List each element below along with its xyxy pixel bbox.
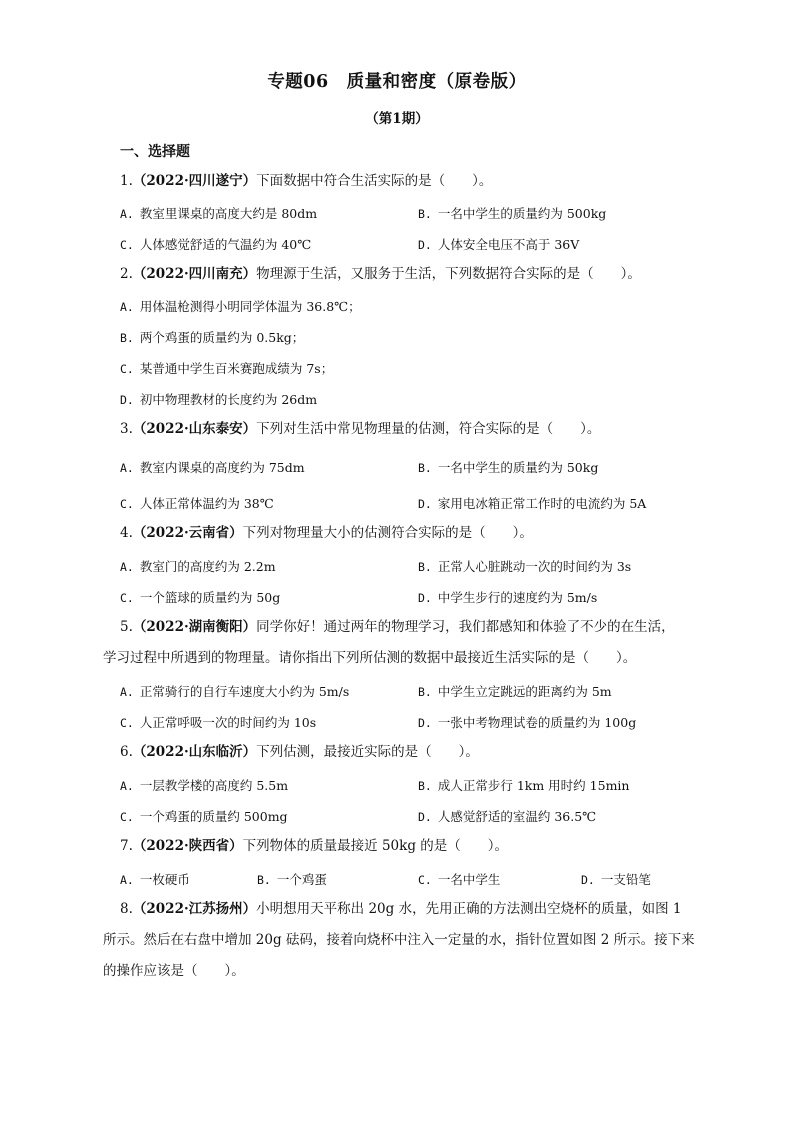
option-d — [581, 870, 651, 888]
text-fragment: 人体安全电压不高于 36V — [437, 237, 580, 252]
option-d — [418, 494, 646, 512]
option-b — [418, 458, 598, 476]
text-fragment: 一个篮球的质量约为 50g — [139, 590, 281, 605]
option-d — [418, 807, 596, 825]
option-a — [120, 297, 361, 315]
text-fragment: 正常骑行的自行车速度大小约为 5m/s — [139, 684, 350, 699]
option-a — [120, 870, 190, 888]
question-3 — [120, 414, 680, 445]
section-heading: 一、选择题 — [120, 144, 190, 160]
question-number: 1. — [120, 173, 133, 189]
text-fragment: 用体温枪测得小明同学体温为 36.8℃； — [139, 299, 361, 314]
text-fragment: 教室里课桌的高度大约是 80dm — [139, 206, 318, 221]
question-source: （2022·山东泰安） — [132, 421, 257, 437]
option-letter: D. — [418, 497, 432, 511]
option-c — [418, 870, 500, 888]
text-fragment: 同学你好！通过两年的物理学习，我们都感知和体验了不少的在生活， — [256, 619, 675, 635]
option-d — [418, 588, 597, 606]
option-c — [120, 494, 274, 512]
text-fragment: 小明想用天平称出 20g 水，先用正确的方法测出空烧杯的质量，如图 1 — [256, 901, 682, 917]
option-letter: A. — [120, 300, 134, 314]
option-letter: A. — [120, 461, 134, 475]
option-letter: A. — [120, 873, 134, 887]
question-8 — [120, 894, 680, 925]
question-6 — [120, 737, 680, 768]
option-letter: D. — [418, 238, 432, 252]
text-fragment: 一名中学生的质量约为 500kg — [437, 206, 607, 221]
option-letter: B. — [120, 331, 134, 345]
text-fragment: 一名中学生 — [437, 872, 501, 887]
page-subtitle: （第1期） — [365, 111, 429, 127]
option-a — [120, 204, 317, 222]
question-8-line-3 — [103, 956, 663, 987]
option-a — [120, 776, 288, 794]
option-a — [120, 682, 349, 700]
text-fragment: 人感觉舒适的室温约 36.5℃ — [437, 809, 597, 824]
option-a — [120, 557, 276, 575]
option-c — [120, 807, 288, 825]
text-fragment: 下列对生活中常见物理量的估测，符合实际的是（ ）。 — [256, 421, 601, 437]
option-b — [418, 682, 612, 700]
text-fragment: 正常人心脏跳动一次的时间约为 3s — [437, 559, 632, 574]
text-fragment: 一支铅笔 — [600, 872, 651, 887]
question-5-line-2 — [103, 643, 663, 674]
option-letter: C. — [120, 362, 134, 376]
question-source: （2022·湖南衡阳） — [132, 619, 257, 635]
text-fragment: 一个鸡蛋 — [276, 872, 327, 887]
text-fragment: 中学生立定跳远的距离约为 5m — [437, 684, 612, 699]
text-fragment: 某普通中学生百米赛跑成绩为 7s； — [139, 361, 334, 376]
question-5 — [120, 612, 680, 643]
question-8-line-2 — [103, 925, 695, 956]
text-fragment: 下列对物理量大小的估测符合实际的是（ ）。 — [242, 525, 533, 541]
option-c — [120, 713, 316, 731]
text-fragment: 一层教学楼的高度约 5.5m — [139, 778, 289, 793]
text-fragment: 教室门的高度约为 2.2m — [139, 559, 276, 574]
option-d — [120, 390, 317, 408]
option-c — [120, 235, 311, 253]
text-fragment: 3. — [120, 421, 133, 437]
option-c — [120, 588, 280, 606]
option-letter: A. — [120, 779, 134, 793]
question-source: （2022·山东临沂） — [132, 744, 257, 760]
option-d — [418, 235, 579, 253]
text-fragment: 的操作应该是（ ）。 — [103, 963, 245, 979]
text-fragment: 家用电冰箱正常工作时的电流约为 5A — [437, 496, 647, 511]
text-fragment: 人正常呼吸一次的时间约为 10s — [139, 715, 317, 730]
option-b — [418, 776, 629, 794]
option-d — [418, 713, 636, 731]
text-fragment: 所示。然后在右盘中增加 20g 砝码，接着向烧杯中注入一定量的水，指针位置如图 2 所示。接下来 — [103, 932, 695, 948]
text-fragment: 物理源于生活，又服务于生活，下列数据符合实际的是（ ）。 — [256, 266, 641, 282]
option-letter: D. — [120, 393, 134, 407]
option-letter: B. — [418, 461, 432, 475]
text-fragment: 两个鸡蛋的质量约为 0.5kg； — [139, 330, 305, 345]
text-fragment: 6. — [120, 744, 133, 760]
question-source: （2022·江苏扬州） — [132, 901, 257, 917]
option-letter: D. — [418, 591, 432, 605]
question-source: （2022·云南省） — [132, 525, 243, 541]
option-letter: C. — [120, 238, 134, 252]
text-fragment: 一名中学生的质量约为 50kg — [437, 460, 599, 475]
text-fragment: 教室内课桌的高度约为 75dm — [139, 460, 305, 475]
option-letter: B. — [418, 207, 432, 221]
text-fragment: 一枚硬币 — [139, 872, 190, 887]
text-fragment: 4. — [120, 525, 133, 541]
option-letter: A. — [120, 685, 134, 699]
text-fragment: 一张中考物理试卷的质量约为 100g — [437, 715, 637, 730]
text-fragment: 下列物体的质量最接近 50kg 的是（ ）。 — [242, 838, 509, 854]
option-b — [418, 557, 631, 575]
option-letter: C. — [120, 591, 134, 605]
text-fragment: 5. — [120, 619, 133, 635]
option-b — [120, 328, 304, 346]
text-fragment: 学习过程中所遇到的物理量。请你指出下列所估测的数据中最接近生活实际的是（ ）。 — [103, 650, 637, 666]
question-source: （2022·四川南充） — [132, 266, 257, 282]
text-fragment: 初中物理教材的长度约为 26dm — [139, 392, 318, 407]
text-fragment: 成人正常步行 1km 用时约 15min — [437, 778, 630, 793]
option-letter: B. — [418, 779, 432, 793]
question-text: 下面数据中符合生活实际的是（ ）。 — [256, 173, 493, 189]
question-source: （2022·陕西省） — [132, 838, 243, 854]
option-letter: C. — [120, 810, 134, 824]
question-7 — [120, 831, 680, 862]
question-2 — [120, 259, 680, 290]
text-fragment: 2. — [120, 266, 133, 282]
option-c — [120, 359, 333, 377]
option-letter: D. — [418, 810, 432, 824]
text-fragment: 8. — [120, 901, 133, 917]
option-b — [418, 204, 606, 222]
option-b — [257, 870, 327, 888]
option-letter: A. — [120, 560, 134, 574]
option-letter: B. — [418, 685, 432, 699]
option-letter: C. — [120, 497, 134, 511]
text-fragment: 下列估测，最接近实际的是（ ）。 — [256, 744, 479, 760]
text-fragment: 人体感觉舒适的气温约为 40℃ — [139, 237, 312, 252]
option-a — [120, 458, 305, 476]
option-letter: D. — [418, 716, 432, 730]
question-source: （2022·四川遂宁） — [132, 173, 257, 189]
text-fragment: 7. — [120, 838, 133, 854]
page-title: 专题06 质量和密度（原卷版） — [267, 72, 527, 92]
option-letter: C. — [120, 716, 134, 730]
text-fragment: 人体正常体温约为 38℃ — [139, 496, 274, 511]
option-letter: A. — [120, 207, 134, 221]
question-4 — [120, 518, 680, 549]
option-letter: D. — [581, 873, 595, 887]
text-fragment: 一个鸡蛋的质量约 500mg — [139, 809, 288, 824]
text-fragment: 中学生步行的速度约为 5m/s — [437, 590, 598, 605]
question-1 — [120, 166, 680, 197]
option-letter: B. — [418, 560, 432, 574]
option-letter: B. — [257, 873, 271, 887]
option-letter: C. — [418, 873, 432, 887]
